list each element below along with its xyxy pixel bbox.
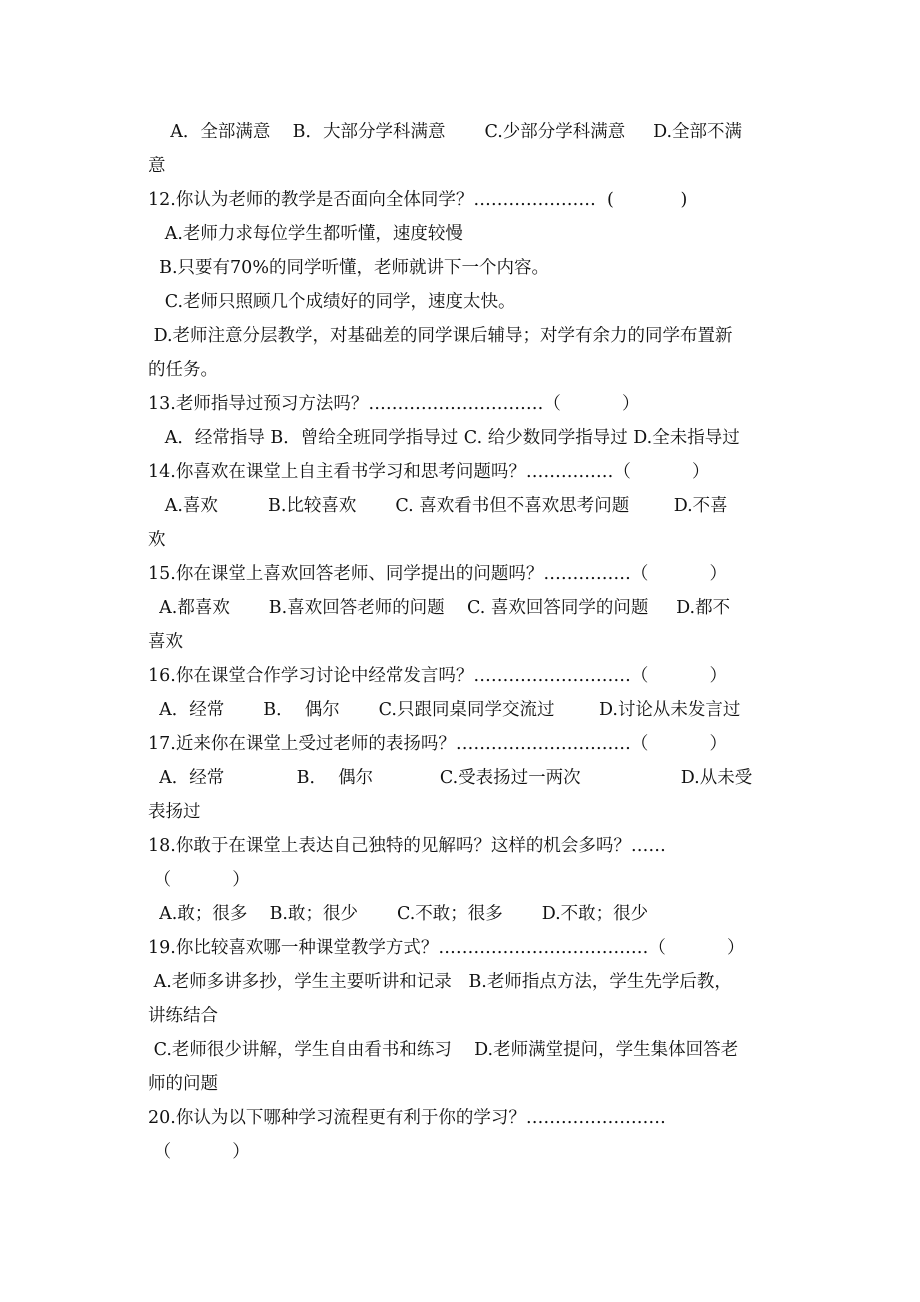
q19-options-cd-cont: 师的问题: [148, 1074, 218, 1094]
q15-question: 15.你在课堂上喜欢回答老师、同学提出的问题吗？……………（ ）: [148, 564, 728, 584]
q17-options: A．经常 B． 偶尔 C.受表扬过一两次 D.从未受: [148, 768, 753, 788]
q15-options-cont: 喜欢: [148, 632, 183, 652]
q17-question: 17.近来你在课堂上受过老师的表扬吗？…………………………（ ）: [148, 734, 728, 754]
q18-options: A.敢；很多 B.敢；很少 C.不敢；很多 D.不敢；很少: [148, 904, 649, 924]
q20-answer-blank: （ ）: [148, 1142, 250, 1162]
q18-question: 18.你敢于在课堂上表达自己独特的见解吗？这样的机会多吗？……: [148, 836, 666, 856]
q16-options: A．经常 B． 偶尔 C.只跟同桌同学交流过 D.讨论从未发言过: [148, 700, 741, 720]
q12-option-b: B.只要有70%的同学听懂，老师就讲下一个内容。: [148, 258, 549, 278]
q14-options: A.喜欢 B.比较喜欢 C. 喜欢看书但不喜欢思考问题 D.不喜: [148, 496, 728, 516]
q14-options-cont: 欢: [148, 530, 166, 550]
q19-question: 19.你比较喜欢哪一种课堂教学方式？………………………………（ ）: [148, 938, 745, 958]
q19-options-cd: C.老师很少讲解，学生自由看书和练习 D.老师满堂提问，学生集体回答老: [148, 1040, 739, 1060]
q12-option-d: D.老师注意分层教学，对基础差的同学课后辅导；对学有余力的同学布置新: [148, 326, 733, 346]
q13-options: A．经常指导 B．曾给全班同学指导过 C. 给少数同学指导过 D.全未指导过: [148, 428, 740, 448]
q17-options-cont: 表扬过: [148, 802, 201, 822]
q11-options: A．全部满意 B．大部分学科满意 C.少部分学科满意 D.全部不满: [148, 122, 743, 142]
q19-options-ab: A.老师多讲多抄，学生主要听讲和记录 B.老师指点方法，学生先学后教，: [148, 972, 732, 992]
q12-option-a: A.老师力求每位学生都听懂，速度较慢: [148, 224, 463, 244]
q18-answer-blank: （ ）: [148, 870, 250, 890]
q20-question: 20.你认为以下哪种学习流程更有利于你的学习？……………………: [148, 1108, 666, 1128]
q12-option-c: C.老师只照顾几个成绩好的同学，速度太快。: [148, 292, 516, 312]
q19-options-ab-cont: 讲练结合: [148, 1006, 218, 1026]
q16-question: 16.你在课堂合作学习讨论中经常发言吗？………………………（ ）: [148, 666, 728, 686]
q12-option-d-cont: 的任务。: [148, 360, 218, 380]
q12-question: 12.你认为老师的教学是否面向全体同学？………………… ( ): [148, 190, 688, 210]
q15-options: A.都喜欢 B.喜欢回答老师的问题 C. 喜欢回答同学的问题 D.都不: [148, 598, 731, 618]
q14-question: 14.你喜欢在课堂上自主看书学习和思考问题吗？……………（ ）: [148, 462, 710, 482]
q11-options-cont: 意: [148, 156, 166, 176]
q13-question: 13.老师指导过预习方法吗？…………………………（ ）: [148, 394, 640, 414]
